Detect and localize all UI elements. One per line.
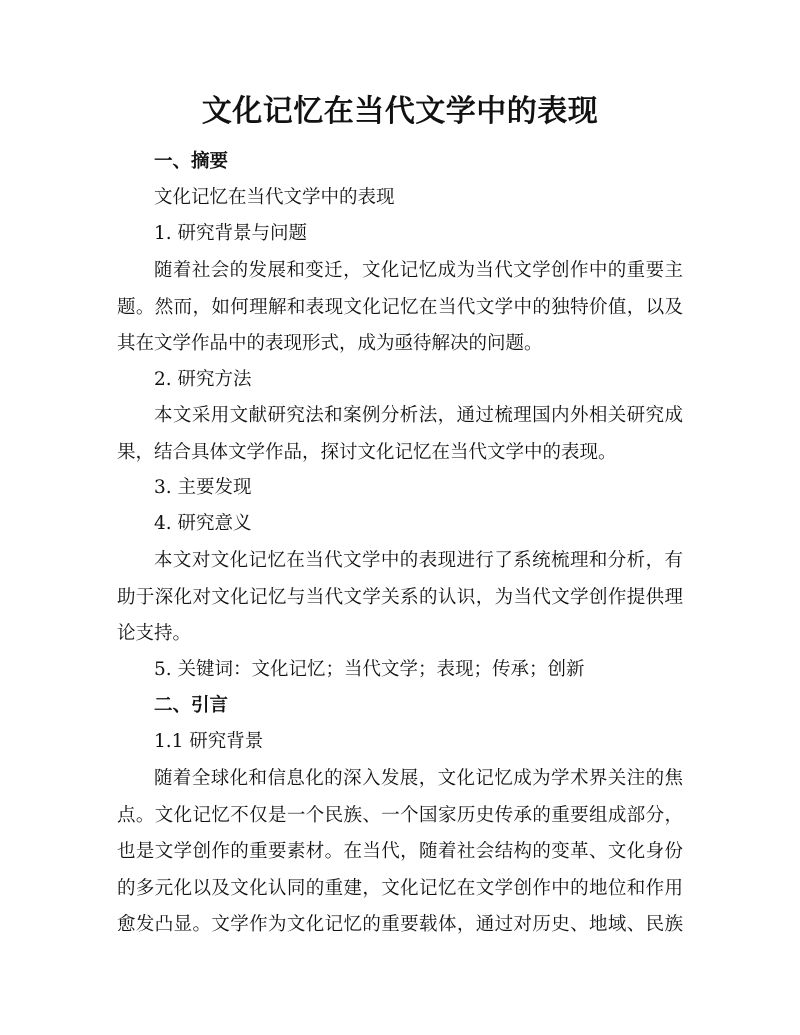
abstract-paragraph-background [117,253,683,363]
paragraph-line: 本文采用文献研究法和案例分析法，通过梳理国内外相关研究成 [154,405,683,426]
abstract-item-5-keywords: 5. 关键词：文化记忆；当代文学；表现；传承；创新 [154,659,585,680]
paragraph-line: 题。然而，如何理解和表现文化记忆在当代文学中的独特价值，以及 [117,296,683,318]
section-heading-abstract: 一、摘要 [154,151,229,172]
paragraph-line: 论支持。 [117,623,192,644]
paragraph-line: 果，结合具体文学作品，探讨文化记忆在当代文学中的表现。 [117,441,617,463]
abstract-paragraph-significance [117,543,683,653]
introduction-paragraph-background [117,761,683,944]
abstract-item-4-heading: 4. 研究意义 [154,513,252,534]
abstract-subtitle: 文化记忆在当代文学中的表现 [154,187,395,208]
introduction-item-1-heading: 1.1 研究背景 [154,731,264,752]
document-title: 文化记忆在当代文学中的表现 [201,94,599,129]
paragraph-line: 愈发凸显。文学作为文化记忆的重要载体，通过对历史、地域、民族 [117,914,683,935]
paragraph-line: 随着社会的发展和变迁，文化记忆成为当代文学创作中的重要主 [154,260,683,281]
paragraph-line: 本文对文化记忆在当代文学中的表现进行了系统梳理和分析，有 [154,550,683,571]
paragraph-line: 其在文学作品中的表现形式，成为亟待解决的问题。 [117,333,543,354]
abstract-item-2-heading: 2. 研究方法 [154,369,252,390]
abstract-item-1-heading: 1. 研究背景与问题 [154,223,308,244]
paragraph-line: 助于深化对文化记忆与当代文学关系的认识，为当代文学创作提供理 [117,586,683,608]
paragraph-line: 也是文学创作的重要素材。在当代，随着社会结构的变革、文化身份 [117,841,683,862]
abstract-item-3-heading: 3. 主要发现 [154,477,252,498]
paragraph-line: 随着全球化和信息化的深入发展，文化记忆成为学术界关注的焦 [154,768,683,789]
paragraph-line: 的多元化以及文化认同的重建，文化记忆在文学创作中的地位和作用 [117,877,683,899]
abstract-paragraph-method [117,398,683,471]
paragraph-line: 点。文化记忆不仅是一个民族、一个国家历史传承的重要组成部分， [117,804,683,826]
section-heading-introduction: 二、引言 [154,695,229,716]
